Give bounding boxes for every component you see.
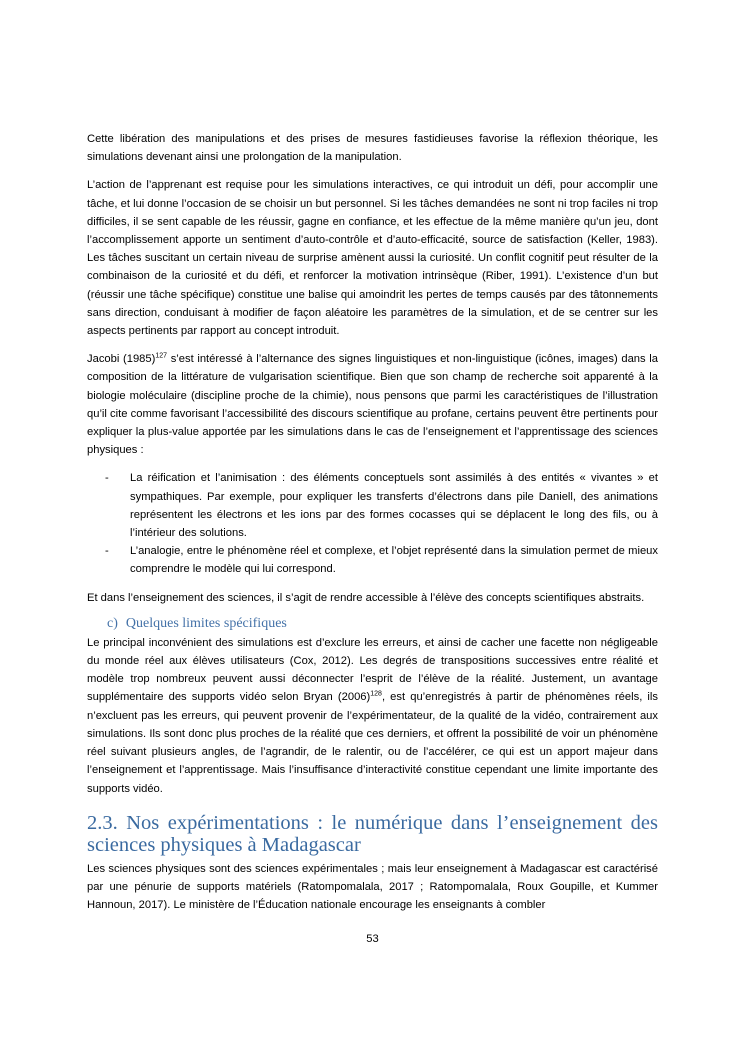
subheading-title: Quelques limites spécifiques [125,615,287,631]
list-item-text: L’analogie, entre le phénomène réel et complexe, et l’objet représenté dans la simulation permet de mieux comprendre le modèle qui lui correspond. [130,545,658,576]
list-item-text: La réification et l’animisation : des éléments conceptuels sont assimilés à des entités « vivantes » et sympathiques. Par exemple, pour expliquer les transferts d’électrons dans pile Daniell, des animations représentent les électrons et les ions par des formes cocasses qui se déplacent le long des fils, ou à l’intérieur des solutions. [130,472,658,540]
dash-list [87,469,658,578]
paragraph-5-start: Le principal inconvénient des simulations est d’exclure les erreurs, et ainsi de cacher une facette non négligeable du monde réel aux élèves utilisateurs (Cox, 2012). Les degrés de transpositions successives entre réalité et modèle trop nombreux peuvent aussi déconnecter l’esprit de l’élève de la réalité. Justement, un avantage supplémentaire des supports vidéo selon Bryan (2006) [87,636,658,704]
page-number: 53 [366,933,379,945]
page-body [87,130,658,914]
subheading [107,615,658,633]
footnote-ref-128[interactable]: 128 [370,690,382,698]
footnote-ref-127[interactable]: 127 [155,352,168,360]
dash-marker: - [105,472,109,485]
subheading-number: c) [107,615,118,631]
list-item [87,469,658,542]
paragraph-5-rest: , est qu’enregistrés à partir de phénomènes réels, ils n’excluent pas les erreurs, qui peuvent provenir de l’expérimentateur, de la qualité de la vidéo, contrairement aux simulations. Ils sont donc plus proches de la réalité que ces derniers, et offrent la possibilité de voir un phénomène réel suivant plusieurs angles, de l’agrandir, de le ralentir, ou de l’accélérer, ce qui est un apport majeur dans l’enseignement et l’apprentissage. Mais l’insuffisance d’interactivité constitue cependant une limite importante des supports vidéo. [87,691,658,795]
paragraph-4: Et dans l’enseignement des sciences, il s’agit de rendre accessible à l’élève des concepts scientifiques abstraits. [87,591,645,604]
paragraph-5 [87,634,658,798]
dash-marker: - [105,545,109,558]
paragraph-3 [87,350,658,459]
paragraph-3-rest: s’est intéressé à l’alternance des signes linguistiques et non-linguistique (icônes, images) dans la composition de la littérature de vulgarisation scientifique. Bien que son champ de recherche soit apparenté à la biologie moléculaire (discipline proche de la chimie), nous pensons que parmi les caractéristiques de l’illustration qu’il cite comme favorisant l’accessibilité des discours scientifique au profane, certains peuvent être pertinents pour expliquer la plus-value apportée par les simulations dans le cas de l’enseignement et l’apprentissage des sciences physiques : [87,353,658,457]
paragraph-1: Cette libération des manipulations et des prises de mesures fastidieuses favorise la réflexion théorique, les simulations devenant ainsi une prolongation de la manipulation. [87,133,658,164]
paragraph-3-start: Jacobi (1985) [87,353,156,366]
paragraph-2: L’action de l’apprenant est requise pour les simulations interactives, ce qui introduit un défi, pour accomplir une tâche, et lui donne l’occasion de se choisir un but personnel. Si les tâches demandées ne sont ni trop faciles ni trop difficiles, il se sent capable de les réussir, gagne en confiance, et les effectue de la même manière qu’un jeu, dont l’accomplissement apporte un sentiment d’auto-contrôle et d’auto-efficacité, source de satisfaction (Keller, 1983). Les tâches suscitant un certain niveau de surprise amènent aussi la curiosité. Un conflit cognitif peut résulter de la combinaison de la curiosité et du défi, et renforcer la motivation intrinsèque (Riber, 1991). L’existence d’un but (réussir une tâche spécifique) constitue une balise qui amoindrit les pertes de temps causés par des tâtonnements sans direction, conduisant à modifier de façon aléatoire les paramètres de la simulation, et de se centrer sur les aspects pertinents par rapport au concept introduit. [87,179,658,338]
list-item [87,542,658,578]
section-heading: 2.3. Nos expérimentations : le numérique dans l’enseignement des sciences physiques à Madagascar [87,811,658,856]
paragraph-6: Les sciences physiques sont des sciences expérimentales ; mais leur enseignement à Madagascar est caractérisé par une pénurie de supports matériels (Ratompomalala, 2017 ; Ratompomalala, Roux Goupille, et Kummer Hannoun, 2017). Le ministère de l’Éducation nationale encourage les enseignants à combler [87,862,658,912]
